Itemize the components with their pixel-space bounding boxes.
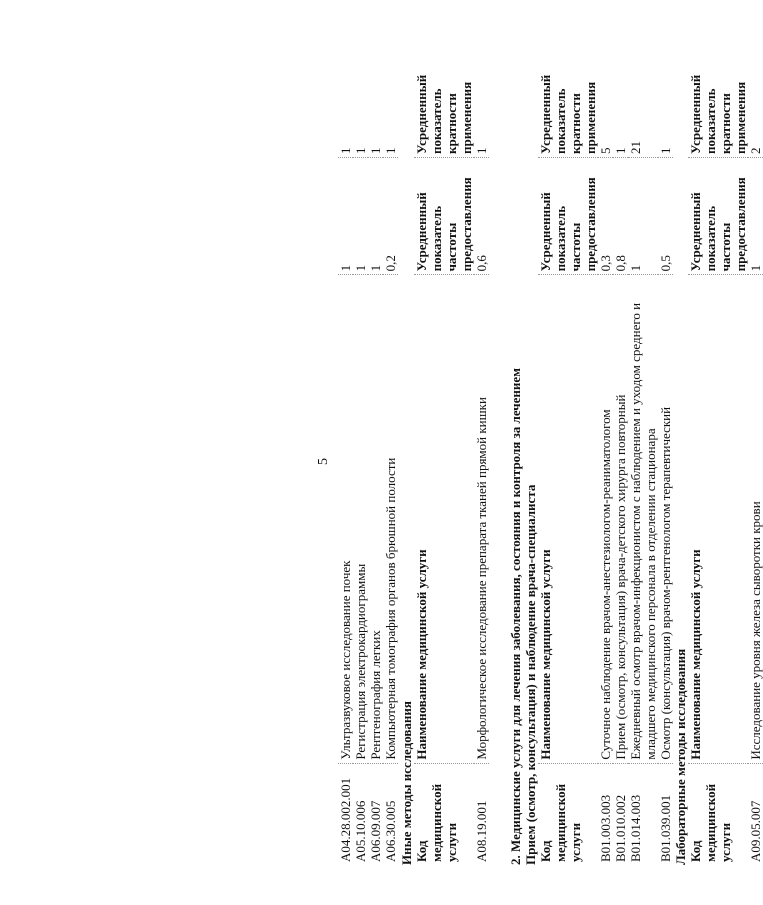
- freq-cell: 1: [628, 157, 658, 274]
- consult-table: [538, 40, 673, 865]
- other-methods-title: Иные методы исследования: [399, 701, 414, 865]
- mult-cell: 5: [598, 40, 613, 157]
- header-code: Код медицинской услуги: [414, 783, 459, 862]
- name-cell: Исследование уровня железа сыворотки крови: [748, 275, 763, 763]
- table-header-row: [414, 40, 474, 865]
- table-row: [658, 40, 673, 865]
- code-cell: B01.039.001: [658, 794, 673, 862]
- mult-cell: 1: [353, 40, 368, 157]
- freq-cell: 0,6: [474, 157, 489, 274]
- table-row: [613, 40, 628, 865]
- consult-title: Прием (осмотр, консультация) и наблюдение врача-специалиста: [523, 484, 538, 865]
- table-row: [368, 40, 383, 865]
- code-cell: A04.28.002.001: [338, 777, 353, 862]
- header-mult: Усредненный показатель кратности применения: [688, 40, 748, 157]
- name-cell: Компьютерная томография органов брюшной полости: [383, 275, 398, 763]
- mult-cell: 1: [658, 40, 673, 157]
- code-cell: B01.003.003: [598, 794, 613, 862]
- table-row: [338, 40, 353, 865]
- table-row: [383, 40, 398, 865]
- table-row: [598, 40, 613, 865]
- header-name: Наименование медицинской услуги: [538, 275, 598, 763]
- freq-cell: 0,8: [613, 157, 628, 274]
- name-cell: Осмотр (консультация) врачом-рентгенологом терапевтический: [658, 275, 673, 763]
- instrumental-table: [338, 40, 398, 865]
- freq-cell: 1: [338, 157, 353, 274]
- section-2-title: 2. Медицинские услуги для лечения заболевания, состояния и контроля за лечением: [508, 367, 523, 865]
- header-mult: Усредненный показатель кратности применения: [538, 40, 598, 157]
- name-cell: Ежедневный осмотр врачом-инфекционистом с наблюдением и уходом среднего и младшего медицинского персонала в отделении стационара: [628, 275, 658, 763]
- header-code: Код медицинской услуги: [688, 783, 733, 862]
- code-cell: A06.30.005: [383, 800, 398, 862]
- other-methods-table: [414, 40, 489, 865]
- name-cell: Суточное наблюдение врачом-анестезиологом-реаниматологом: [598, 275, 613, 763]
- table-row: [628, 40, 658, 865]
- name-cell: Прием (осмотр, консультация) врача-детского хирурга повторный: [613, 275, 628, 763]
- mult-cell: 1: [474, 40, 489, 157]
- page-number: 5: [316, 458, 331, 465]
- name-cell: Рентгенография легких: [368, 275, 383, 763]
- code-cell: A05.10.006: [353, 800, 368, 862]
- table-row: [353, 40, 368, 865]
- freq-cell: 0,3: [598, 157, 613, 274]
- header-freq: Усредненный показатель частоты предоставления: [538, 157, 598, 274]
- mult-cell: 2: [748, 40, 763, 157]
- code-cell: A06.09.007: [368, 800, 383, 862]
- name-cell: Морфологическое исследование препарата тканей прямой кишки: [474, 275, 489, 763]
- lab-methods-title: Лабораторные методы исследования: [673, 648, 688, 865]
- name-cell: Регистрация электрокардиограммы: [353, 275, 368, 763]
- mult-cell: 1: [368, 40, 383, 157]
- code-cell: B01.010.002: [613, 794, 628, 862]
- freq-cell: 1: [368, 157, 383, 274]
- header-freq: Усредненный показатель частоты предоставления: [688, 157, 748, 274]
- header-freq: Усредненный показатель частоты предоставления: [414, 157, 474, 274]
- freq-cell: 0,5: [658, 157, 673, 274]
- name-cell: Ультразвуковое исследование почек: [338, 275, 353, 763]
- freq-cell: 0,2: [383, 157, 398, 274]
- code-cell: B01.014.003: [628, 794, 643, 862]
- mult-cell: 1: [338, 40, 353, 157]
- table-header-row: [538, 40, 598, 865]
- mult-cell: 21: [628, 40, 658, 157]
- table-row: [748, 40, 763, 865]
- header-mult: Усредненный показатель кратности применения: [414, 40, 474, 157]
- freq-cell: 1: [748, 157, 763, 274]
- table-row: [474, 40, 489, 865]
- code-cell: A08.19.001: [474, 800, 489, 862]
- header-name: Наименование медицинской услуги: [688, 275, 748, 763]
- lab-section: [688, 40, 763, 865]
- header-code: Код медицинской услуги: [538, 783, 583, 862]
- freq-cell: 1: [353, 157, 368, 274]
- mult-cell: 1: [613, 40, 628, 157]
- code-cell: A09.05.007: [748, 800, 763, 862]
- mult-cell: 1: [383, 40, 398, 157]
- header-name: Наименование медицинской услуги: [414, 275, 474, 763]
- table-header-row: [688, 40, 748, 865]
